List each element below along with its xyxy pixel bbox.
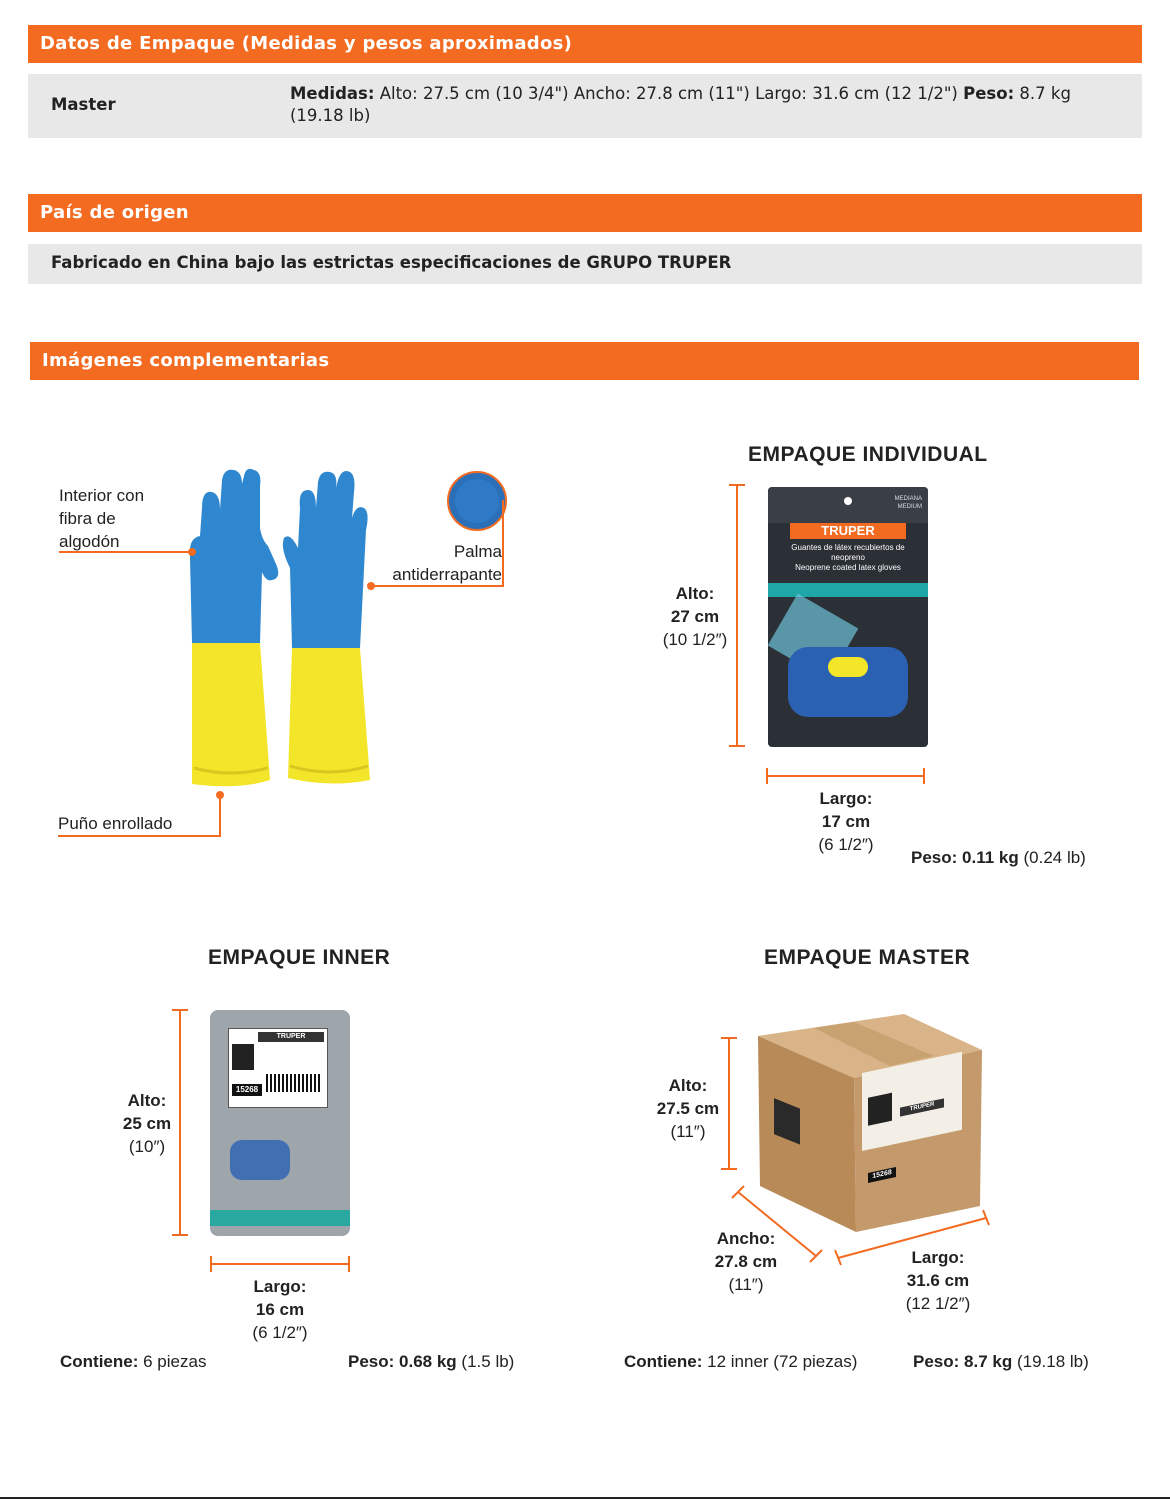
individual-alto-title: Alto: <box>675 584 715 603</box>
individual-length-cap-left <box>766 768 768 784</box>
packaging-row-label: Master <box>51 95 116 114</box>
callout-puno-dot <box>216 791 224 799</box>
master-alto-label <box>643 1074 733 1143</box>
callout-interior-line: algodón <box>59 532 120 551</box>
page-bottom-rule <box>0 1497 1170 1499</box>
inner-length-cap-left <box>210 1256 212 1272</box>
bag-text-2: Neoprene coated latex gloves <box>795 563 901 572</box>
inner-largo-in: (6 1/2″) <box>252 1323 308 1342</box>
packaging-row-value <box>290 83 1122 127</box>
inner-alto-title: Alto: <box>127 1091 167 1110</box>
master-box-brand: TRUPER <box>900 1098 944 1116</box>
callout-palma <box>388 540 502 586</box>
master-largo-label <box>888 1246 988 1315</box>
master-alto-in: (11″) <box>670 1122 706 1141</box>
callout-interior-line-marker <box>59 551 191 553</box>
medidas-label: Medidas: <box>290 84 375 103</box>
master-largo-in: (12 1/2″) <box>905 1294 971 1313</box>
master-contiene-label: Contiene: <box>624 1352 703 1371</box>
individual-bag-image <box>768 487 928 747</box>
master-contiene <box>624 1352 857 1372</box>
inner-heading: EMPAQUE INNER <box>208 946 391 969</box>
master-ancho-in: (11″) <box>728 1275 764 1294</box>
inner-largo-cm: 16 cm <box>255 1300 305 1319</box>
individual-largo-in: (6 1/2″) <box>818 835 874 854</box>
origin-section-header: País de origen <box>28 194 1142 232</box>
callout-puno-line <box>58 835 221 837</box>
master-box-code: 15268 <box>868 1167 896 1183</box>
callout-palma-vline <box>502 500 504 586</box>
callout-palma-dot <box>367 582 375 590</box>
inner-alto-cm: 25 cm <box>122 1114 172 1133</box>
individual-peso-lb: (0.24 lb) <box>1023 848 1086 867</box>
individual-alto-cm: 27 cm <box>670 607 720 626</box>
individual-largo-title: Largo: <box>819 789 873 808</box>
master-largo-cm: 31.6 cm <box>906 1271 970 1290</box>
origin-text: Fabricado en China bajo las estrictas especificaciones de GRUPO TRUPER <box>51 253 732 272</box>
bag-text-1: Guantes de látex recubiertos de neopreno <box>791 543 905 562</box>
master-peso-kg: 8.7 kg <box>964 1352 1013 1371</box>
master-alto-title: Alto: <box>668 1076 708 1095</box>
individual-height-cap-top <box>729 484 745 486</box>
inner-length-dimension <box>210 1263 350 1265</box>
inner-peso-lb: (1.5 lb) <box>461 1352 515 1371</box>
individual-largo-label <box>801 787 891 856</box>
inner-bag-image <box>210 1010 350 1236</box>
palm-texture-image <box>446 470 508 532</box>
master-alto-cm: 27.5 cm <box>656 1099 720 1118</box>
inner-alto-label <box>102 1089 192 1158</box>
inner-alto-in: (10″) <box>128 1137 166 1156</box>
inner-largo-label <box>235 1275 325 1344</box>
individual-length-cap-right <box>923 768 925 784</box>
callout-interior-line: fibra de <box>59 509 116 528</box>
medidas-value: Alto: 27.5 cm (10 3/4") Ancho: 27.8 cm (11") Largo: 31.6 cm (12 1/2") <box>379 84 958 103</box>
individual-length-dimension <box>766 775 925 777</box>
packaging-section-header: Datos de Empaque (Medidas y pesos aproximados) <box>28 25 1142 63</box>
bag-size-1: MEDIANA <box>894 496 922 502</box>
inner-largo-title: Largo: <box>253 1277 307 1296</box>
individual-height-cap-bottom <box>729 745 745 747</box>
master-height-cap-bottom <box>721 1168 737 1170</box>
master-largo-title: Largo: <box>911 1248 965 1267</box>
inner-peso-kg: 0.68 kg <box>399 1352 457 1371</box>
individual-peso <box>911 848 1086 868</box>
callout-interior-dot <box>188 548 196 556</box>
master-heading: EMPAQUE MASTER <box>764 946 971 969</box>
inner-contiene <box>60 1352 206 1372</box>
individual-peso-label: Peso: <box>911 848 958 867</box>
callout-palma-line-marker <box>371 585 504 587</box>
packaging-master-row <box>28 74 1142 138</box>
callout-palma-line: Palma <box>453 542 502 561</box>
master-peso-label: Peso: <box>913 1352 960 1371</box>
inner-label-code: 15268 <box>232 1084 262 1096</box>
inner-length-cap-right <box>348 1256 350 1272</box>
master-height-cap-top <box>721 1037 737 1039</box>
individual-alto-label <box>650 582 740 651</box>
inner-peso-label: Peso: <box>348 1352 395 1371</box>
inner-peso <box>348 1352 514 1372</box>
inner-height-cap-bottom <box>172 1234 188 1236</box>
master-ancho-label <box>701 1227 791 1296</box>
callout-puno-vline <box>219 796 221 837</box>
callout-palma-line: antiderrapante <box>392 565 502 584</box>
individual-alto-in: (10 1/2″) <box>662 630 728 649</box>
callout-interior-line: Interior con <box>59 486 145 505</box>
bag-brand: TRUPER <box>790 523 906 539</box>
inner-label-brand: TRUPER <box>258 1032 324 1042</box>
inner-height-cap-top <box>172 1009 188 1011</box>
individual-peso-kg: 0.11 kg <box>962 848 1019 867</box>
images-section-header: Imágenes complementarias <box>30 342 1139 380</box>
inner-contiene-value: 6 piezas <box>143 1352 207 1371</box>
master-peso-lb: (19.18 lb) <box>1016 1352 1089 1371</box>
gloves-image <box>180 468 380 793</box>
master-contiene-value: 12 inner (72 piezas) <box>707 1352 858 1371</box>
master-ancho-cm: 27.8 cm <box>714 1252 778 1271</box>
peso-value: 8.7 kg (19.18 lb) <box>290 84 1071 125</box>
peso-label: Peso: <box>963 84 1015 103</box>
bag-size-2: MEDIUM <box>897 504 922 510</box>
individual-heading: EMPAQUE INDIVIDUAL <box>748 443 988 466</box>
inner-contiene-label: Contiene: <box>60 1352 139 1371</box>
callout-puno: Puño enrollado <box>58 814 173 833</box>
callout-interior <box>59 484 144 553</box>
individual-largo-cm: 17 cm <box>821 812 871 831</box>
master-peso <box>913 1352 1089 1372</box>
origin-row <box>28 244 1142 284</box>
master-ancho-title: Ancho: <box>716 1229 776 1248</box>
